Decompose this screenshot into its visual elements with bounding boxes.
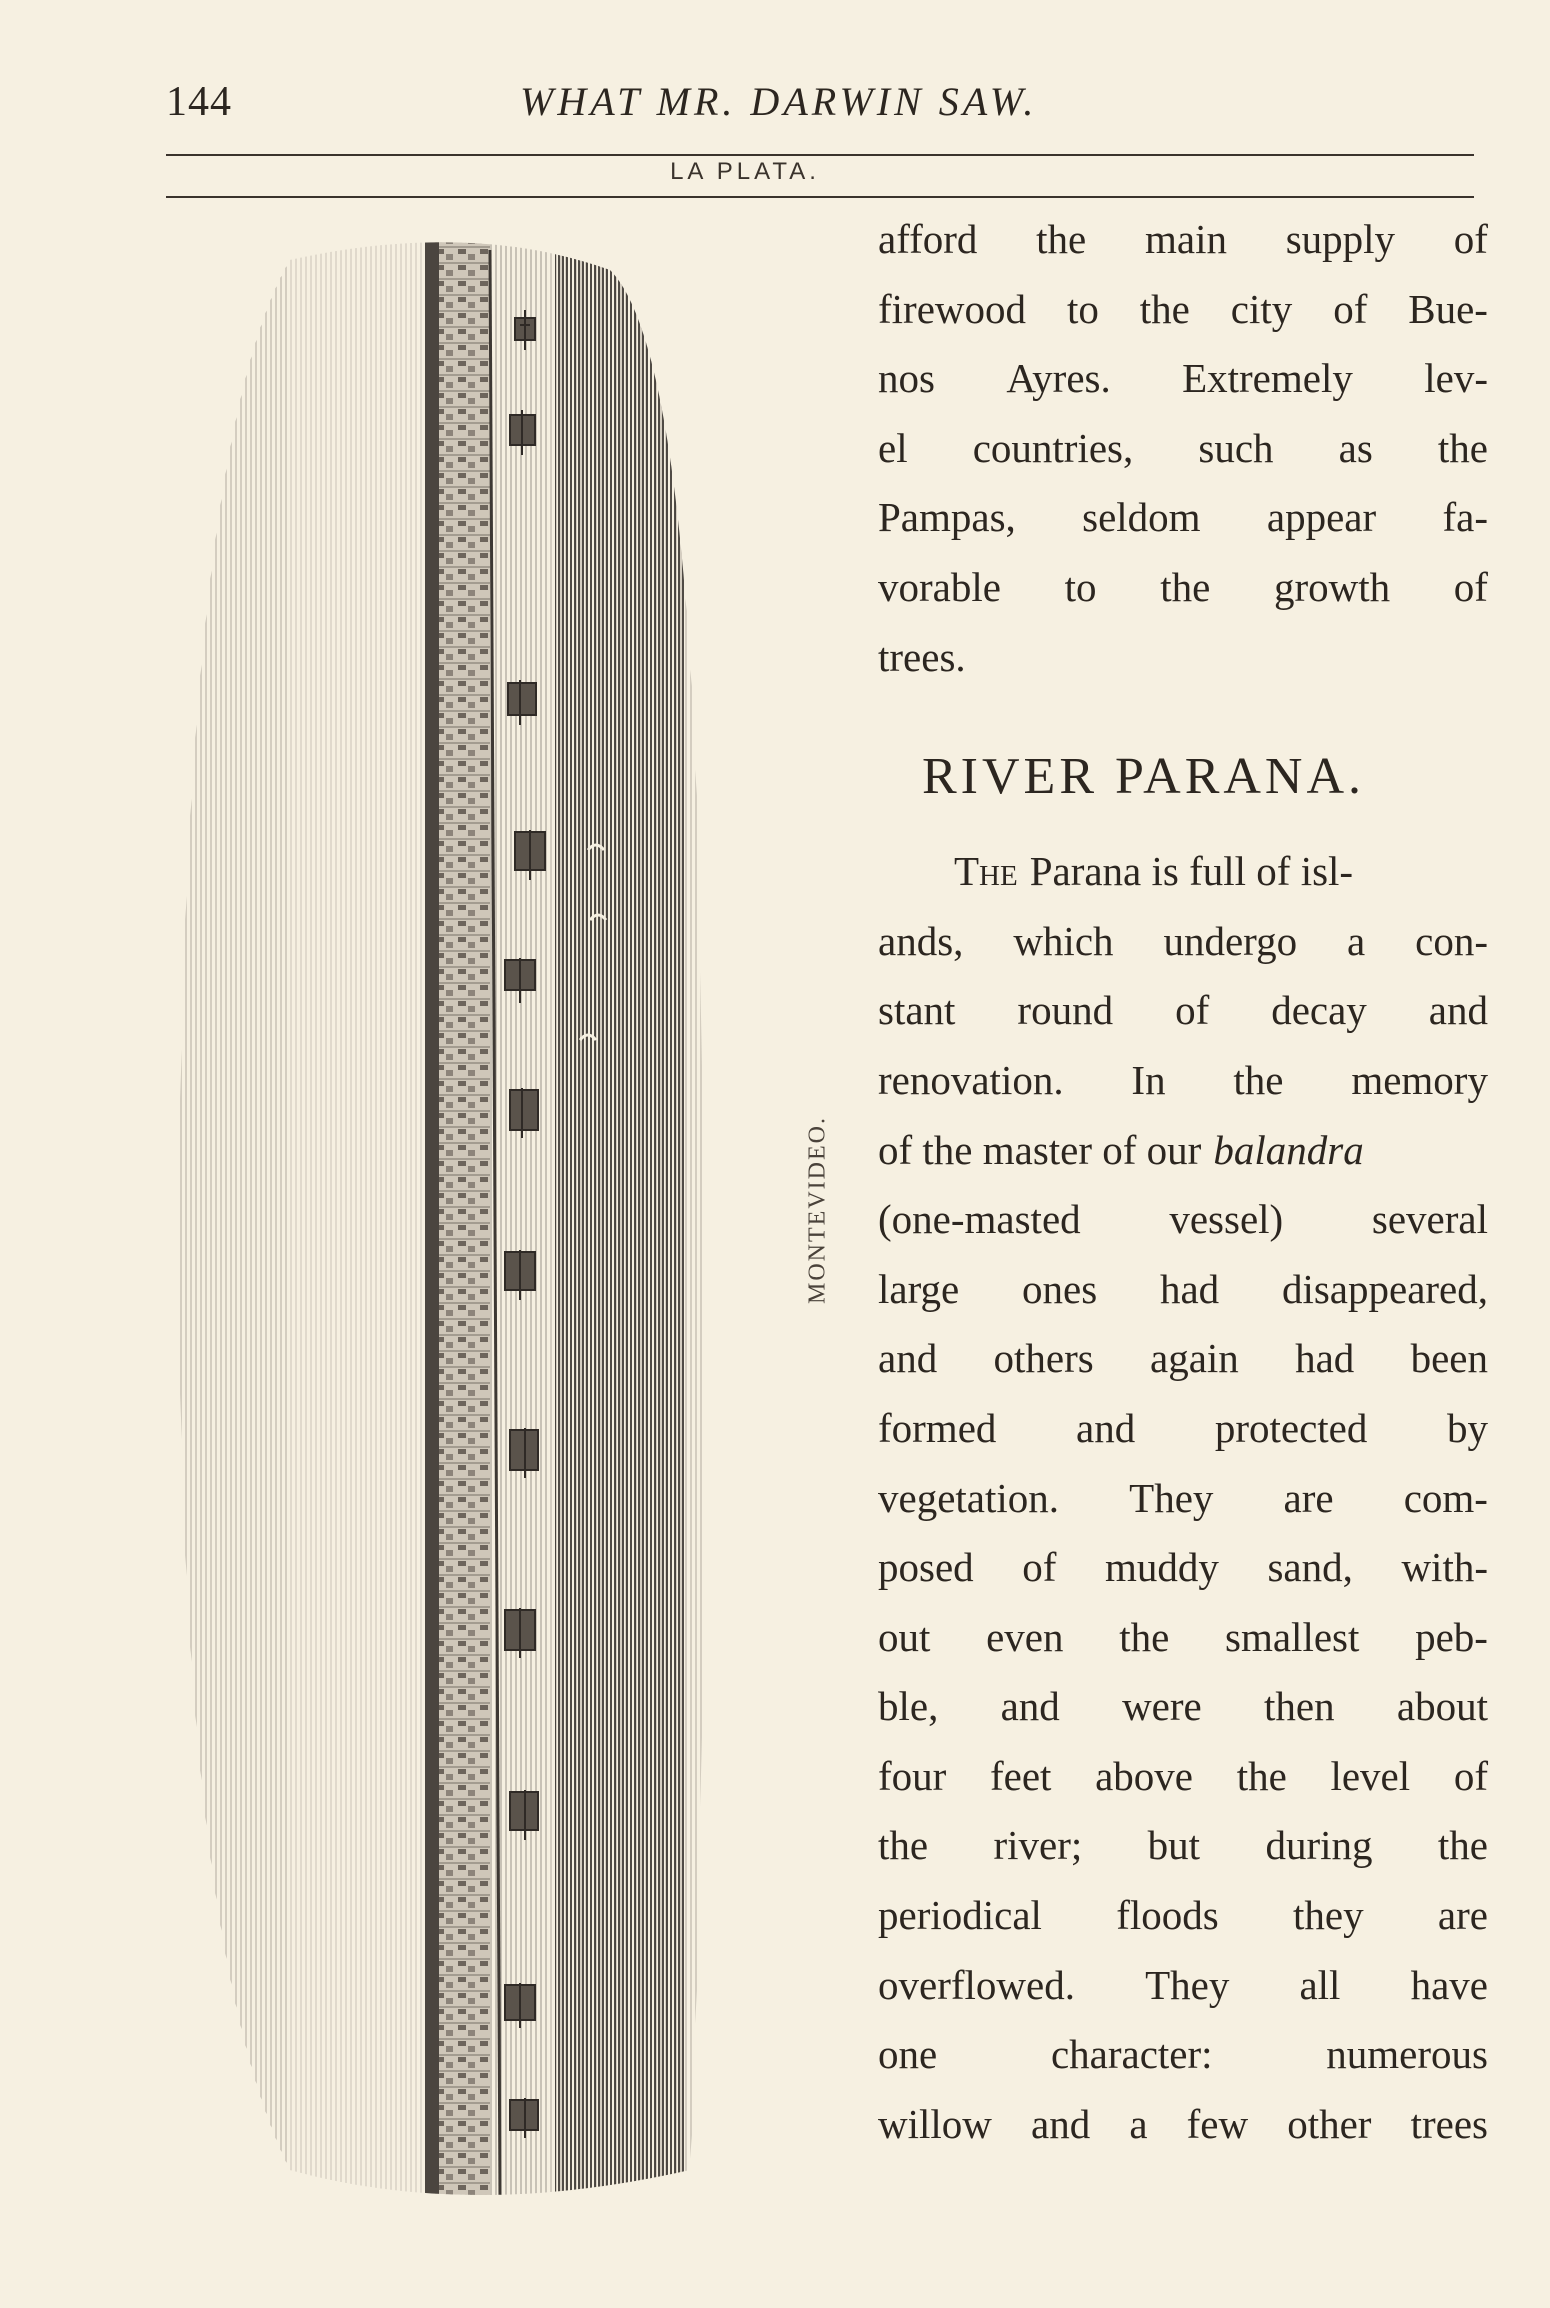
word: Bue-	[1408, 285, 1488, 332]
word: nos	[878, 355, 935, 402]
word: and	[1076, 1404, 1136, 1451]
page-number: 144	[166, 79, 232, 125]
word: They	[1145, 1961, 1230, 2008]
word: firewood	[878, 285, 1027, 332]
word: a	[1347, 917, 1366, 964]
word: of	[1453, 563, 1488, 610]
word: of	[1022, 1544, 1057, 1591]
word: appear	[1266, 494, 1377, 541]
word: (one-masted	[878, 1196, 1081, 1243]
word: willow	[878, 2100, 992, 2147]
word: the	[1437, 1822, 1488, 1869]
word: countries,	[972, 424, 1134, 471]
text-line	[878, 1046, 1488, 1116]
word: periodical	[878, 1892, 1042, 1939]
word: con-	[1415, 917, 1488, 964]
word: few	[1186, 2100, 1249, 2147]
text-line	[878, 553, 1488, 623]
word: four	[878, 1752, 947, 1799]
word: the	[1119, 1613, 1170, 1660]
word: above	[1095, 1752, 1194, 1799]
word: formed	[878, 1404, 997, 1451]
text-line	[878, 2090, 1488, 2160]
word: to	[1064, 563, 1097, 610]
text-line: trees.	[878, 633, 966, 680]
word: been	[1410, 1335, 1488, 1382]
word: vorable	[878, 563, 1001, 610]
word: sand,	[1267, 1544, 1353, 1591]
text-line	[878, 205, 1488, 275]
word: but	[1147, 1822, 1201, 1869]
word: had	[1159, 1265, 1220, 1312]
word: during	[1265, 1822, 1373, 1869]
word: are	[1437, 1892, 1488, 1939]
section-heading-wrap	[878, 692, 1488, 837]
word: the	[1160, 563, 1211, 610]
page-header	[0, 0, 1550, 200]
italic-word: balandra	[1213, 1126, 1364, 1173]
word: a	[1129, 2100, 1148, 2147]
word: smallest	[1225, 1613, 1360, 1660]
word: the	[1236, 1752, 1287, 1799]
word: other	[1287, 2100, 1372, 2147]
word: vegetation.	[878, 1474, 1060, 1521]
word: which	[1013, 917, 1114, 964]
word: trees	[1410, 2100, 1488, 2147]
text-line	[878, 1951, 1488, 2021]
text-line-italic	[878, 1116, 1488, 1186]
word: have	[1410, 1961, 1488, 2008]
word: main	[1144, 216, 1227, 262]
word: level	[1330, 1752, 1411, 1799]
word: had	[1295, 1335, 1355, 1382]
text-line	[878, 907, 1488, 977]
word: are	[1283, 1474, 1334, 1521]
word: com-	[1403, 1474, 1488, 1521]
word: memory	[1351, 1056, 1488, 1103]
word: They	[1129, 1474, 1214, 1521]
word: posed	[878, 1544, 974, 1591]
word: the	[1139, 285, 1190, 332]
word: growth	[1273, 563, 1391, 610]
word: renovation.	[878, 1056, 1064, 1103]
word: feet	[989, 1752, 1052, 1799]
header-rule-top	[166, 154, 1474, 156]
word: large	[878, 1265, 960, 1312]
word: el	[878, 424, 908, 471]
text-line	[878, 1881, 1488, 1951]
word: seldom	[1082, 494, 1201, 541]
text-line-rest: Parana is full of isl-	[1029, 848, 1354, 895]
word: then	[1264, 1683, 1335, 1730]
text-line	[878, 1185, 1488, 1255]
word: Ayres.	[1006, 355, 1111, 402]
word: all	[1299, 1961, 1341, 2008]
word: such	[1198, 424, 1274, 471]
text-line	[878, 2020, 1488, 2090]
section-label-wrap	[0, 158, 1550, 186]
text-span: of the master of our	[878, 1126, 1202, 1173]
section-heading: RIVER PARANA.	[922, 748, 1366, 806]
word: ones	[1022, 1265, 1098, 1312]
word: supply	[1285, 216, 1396, 262]
word: out	[878, 1613, 931, 1660]
word: disappeared,	[1281, 1265, 1488, 1312]
text-line	[878, 976, 1488, 1046]
text-line	[878, 1324, 1488, 1394]
word: afford	[878, 216, 978, 262]
word: Pampas,	[878, 494, 1016, 541]
word: vessel)	[1169, 1196, 1284, 1243]
illustration-caption-wrap	[798, 1095, 838, 1325]
word: and	[1428, 987, 1488, 1034]
text-line	[878, 414, 1488, 484]
word: of	[1453, 1752, 1488, 1799]
word: stant	[878, 987, 956, 1034]
word: with-	[1401, 1544, 1488, 1591]
word: floods	[1116, 1892, 1219, 1939]
word: numerous	[1326, 2031, 1488, 2078]
text-line	[878, 1742, 1488, 1812]
word: ble,	[878, 1683, 939, 1730]
body-text	[878, 205, 1488, 2159]
word: and	[1000, 1683, 1060, 1730]
text-line	[878, 1255, 1488, 1325]
word: round	[1017, 987, 1114, 1034]
text-line	[878, 1603, 1488, 1673]
illustration-caption: MONTEVIDEO.	[804, 1116, 831, 1304]
word: to	[1066, 285, 1099, 332]
word: they	[1293, 1892, 1364, 1939]
word: river;	[993, 1822, 1083, 1869]
word: and	[1031, 2100, 1091, 2147]
text-line	[878, 344, 1488, 414]
word: of	[1333, 285, 1368, 332]
word: In	[1131, 1056, 1166, 1103]
word: even	[986, 1613, 1064, 1660]
text-line	[878, 483, 1488, 553]
word: the	[1036, 216, 1087, 262]
word: about	[1396, 1683, 1488, 1730]
engraving-body	[170, 230, 770, 2210]
word: the	[1437, 424, 1488, 471]
word: again	[1150, 1335, 1239, 1382]
word: city	[1230, 285, 1293, 332]
montevideo-engraving	[170, 230, 770, 2210]
word: by	[1446, 1404, 1488, 1451]
word: ands,	[878, 917, 964, 964]
word: muddy	[1104, 1544, 1219, 1591]
running-title: WHAT MR. DARWIN SAW.	[520, 79, 1038, 124]
word: as	[1338, 424, 1373, 471]
word: peb-	[1415, 1613, 1488, 1660]
word: lev-	[1424, 355, 1488, 402]
text-line	[878, 1672, 1488, 1742]
word: of	[1453, 216, 1488, 262]
text-line	[878, 1394, 1488, 1464]
word: the	[1233, 1056, 1284, 1103]
word: were	[1122, 1683, 1202, 1730]
word: character:	[1050, 2031, 1213, 2078]
word: the	[878, 1822, 929, 1869]
word: others	[993, 1335, 1094, 1382]
word: one	[878, 2031, 938, 2078]
text-line-first	[878, 837, 1488, 907]
text-line	[878, 1533, 1488, 1603]
text-line	[878, 1811, 1488, 1881]
word: of	[1175, 987, 1210, 1034]
word: and	[878, 1335, 938, 1382]
text-line	[878, 1464, 1488, 1534]
word: several	[1371, 1196, 1488, 1243]
word: undergo	[1163, 917, 1298, 964]
word: fa-	[1442, 494, 1488, 541]
header-rule-bottom	[166, 196, 1474, 198]
word: protected	[1214, 1404, 1368, 1451]
drop-word: The	[954, 848, 1018, 895]
text-line	[878, 275, 1488, 345]
word: Extremely	[1182, 355, 1353, 402]
word: overflowed.	[878, 1961, 1075, 2008]
section-label: LA PLATA.	[670, 158, 820, 185]
word: decay	[1271, 987, 1367, 1034]
